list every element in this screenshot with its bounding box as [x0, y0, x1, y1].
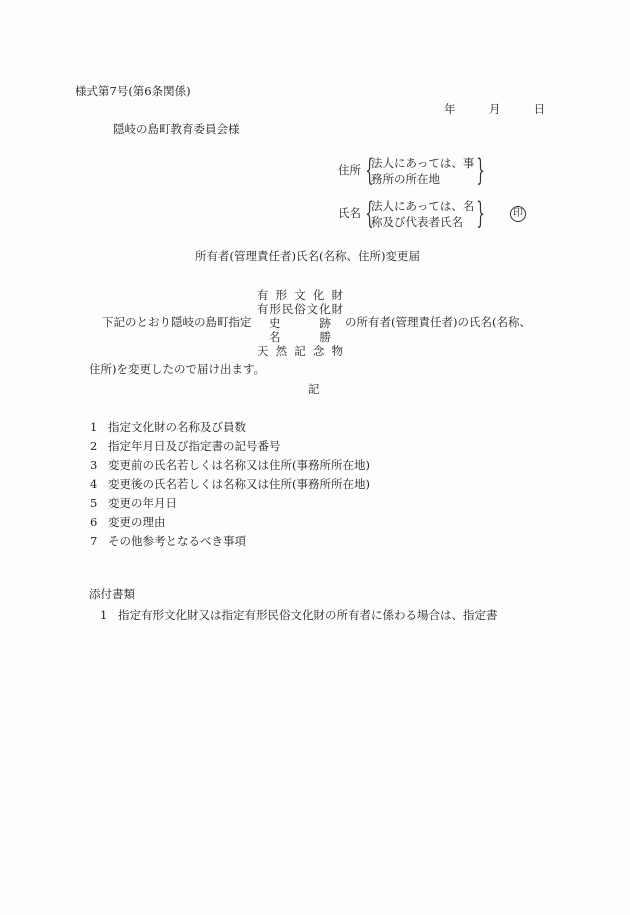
name-line-2: 称及び代表者氏名 — [371, 215, 463, 229]
designation-scenic-beauty: 名勝 — [269, 330, 331, 344]
designation-natural-monument: 天然記念物 — [257, 344, 343, 358]
addressee: 隠岐の島町教育委員会様 — [113, 122, 240, 136]
attachments-heading: 添付書類 — [89, 587, 135, 601]
date-month-label: 月 — [488, 102, 501, 116]
list-item: 5 変更の年月日 — [90, 496, 177, 510]
designation-historic-site: 史跡 — [269, 316, 331, 330]
ki-heading: 記 — [308, 382, 320, 396]
list-item: 3 変更前の氏名若しくは名称又は住所(事務所所在地) — [90, 458, 370, 472]
body-suffix: の所有者(管理責任者)の氏名(名称、 — [345, 315, 531, 329]
designation-list — [257, 288, 343, 358]
right-brace-icon: } — [476, 153, 486, 188]
address-line-1: 法人にあっては、事 — [371, 156, 475, 170]
designation-tangible: 有形文化財 — [257, 288, 343, 302]
list-item: 1 指定文化財の名称及び員数 — [90, 420, 246, 434]
name-block — [338, 196, 486, 231]
list-item: 7 その他参考となるべき事項 — [90, 534, 246, 548]
document-title: 所有者(管理責任者)氏名(名称、住所)変更届 — [195, 249, 420, 263]
name-label: 氏名 — [338, 206, 361, 221]
designation-folk: 有形民俗文化財 — [257, 302, 343, 316]
form-number: 様式第7号(第6条関係) — [75, 84, 191, 98]
address-instructions — [371, 155, 474, 187]
left-brace-icon: { — [365, 153, 374, 188]
name-line-1: 法人にあっては、名 — [371, 199, 475, 213]
name-instructions — [371, 198, 474, 230]
list-item: 4 変更後の氏名若しくは名称又は住所(事務所所在地) — [90, 477, 370, 491]
address-line-2: 務所の所在地 — [371, 172, 440, 186]
body-prefix: 下記のとおり隠岐の島町指定 — [102, 315, 252, 329]
list-item: 6 変更の理由 — [90, 515, 166, 529]
attachment-item: 1 指定有形文化財又は指定有形民俗文化財の所有者に係わる場合は、指定書 — [100, 608, 498, 622]
date-line — [444, 104, 545, 116]
address-label: 住所 — [338, 163, 361, 178]
date-day-label: 日 — [533, 102, 546, 116]
date-year-label: 年 — [444, 102, 456, 116]
seal-stamp-icon: 印 — [510, 206, 526, 222]
list-item: 2 指定年月日及び指定書の記号番号 — [90, 439, 281, 453]
address-block — [338, 153, 486, 188]
body-continuation: 住所)を変更したので届け出ます。 — [89, 362, 266, 376]
left-brace-icon: { — [365, 196, 374, 231]
right-brace-icon: } — [476, 196, 486, 231]
